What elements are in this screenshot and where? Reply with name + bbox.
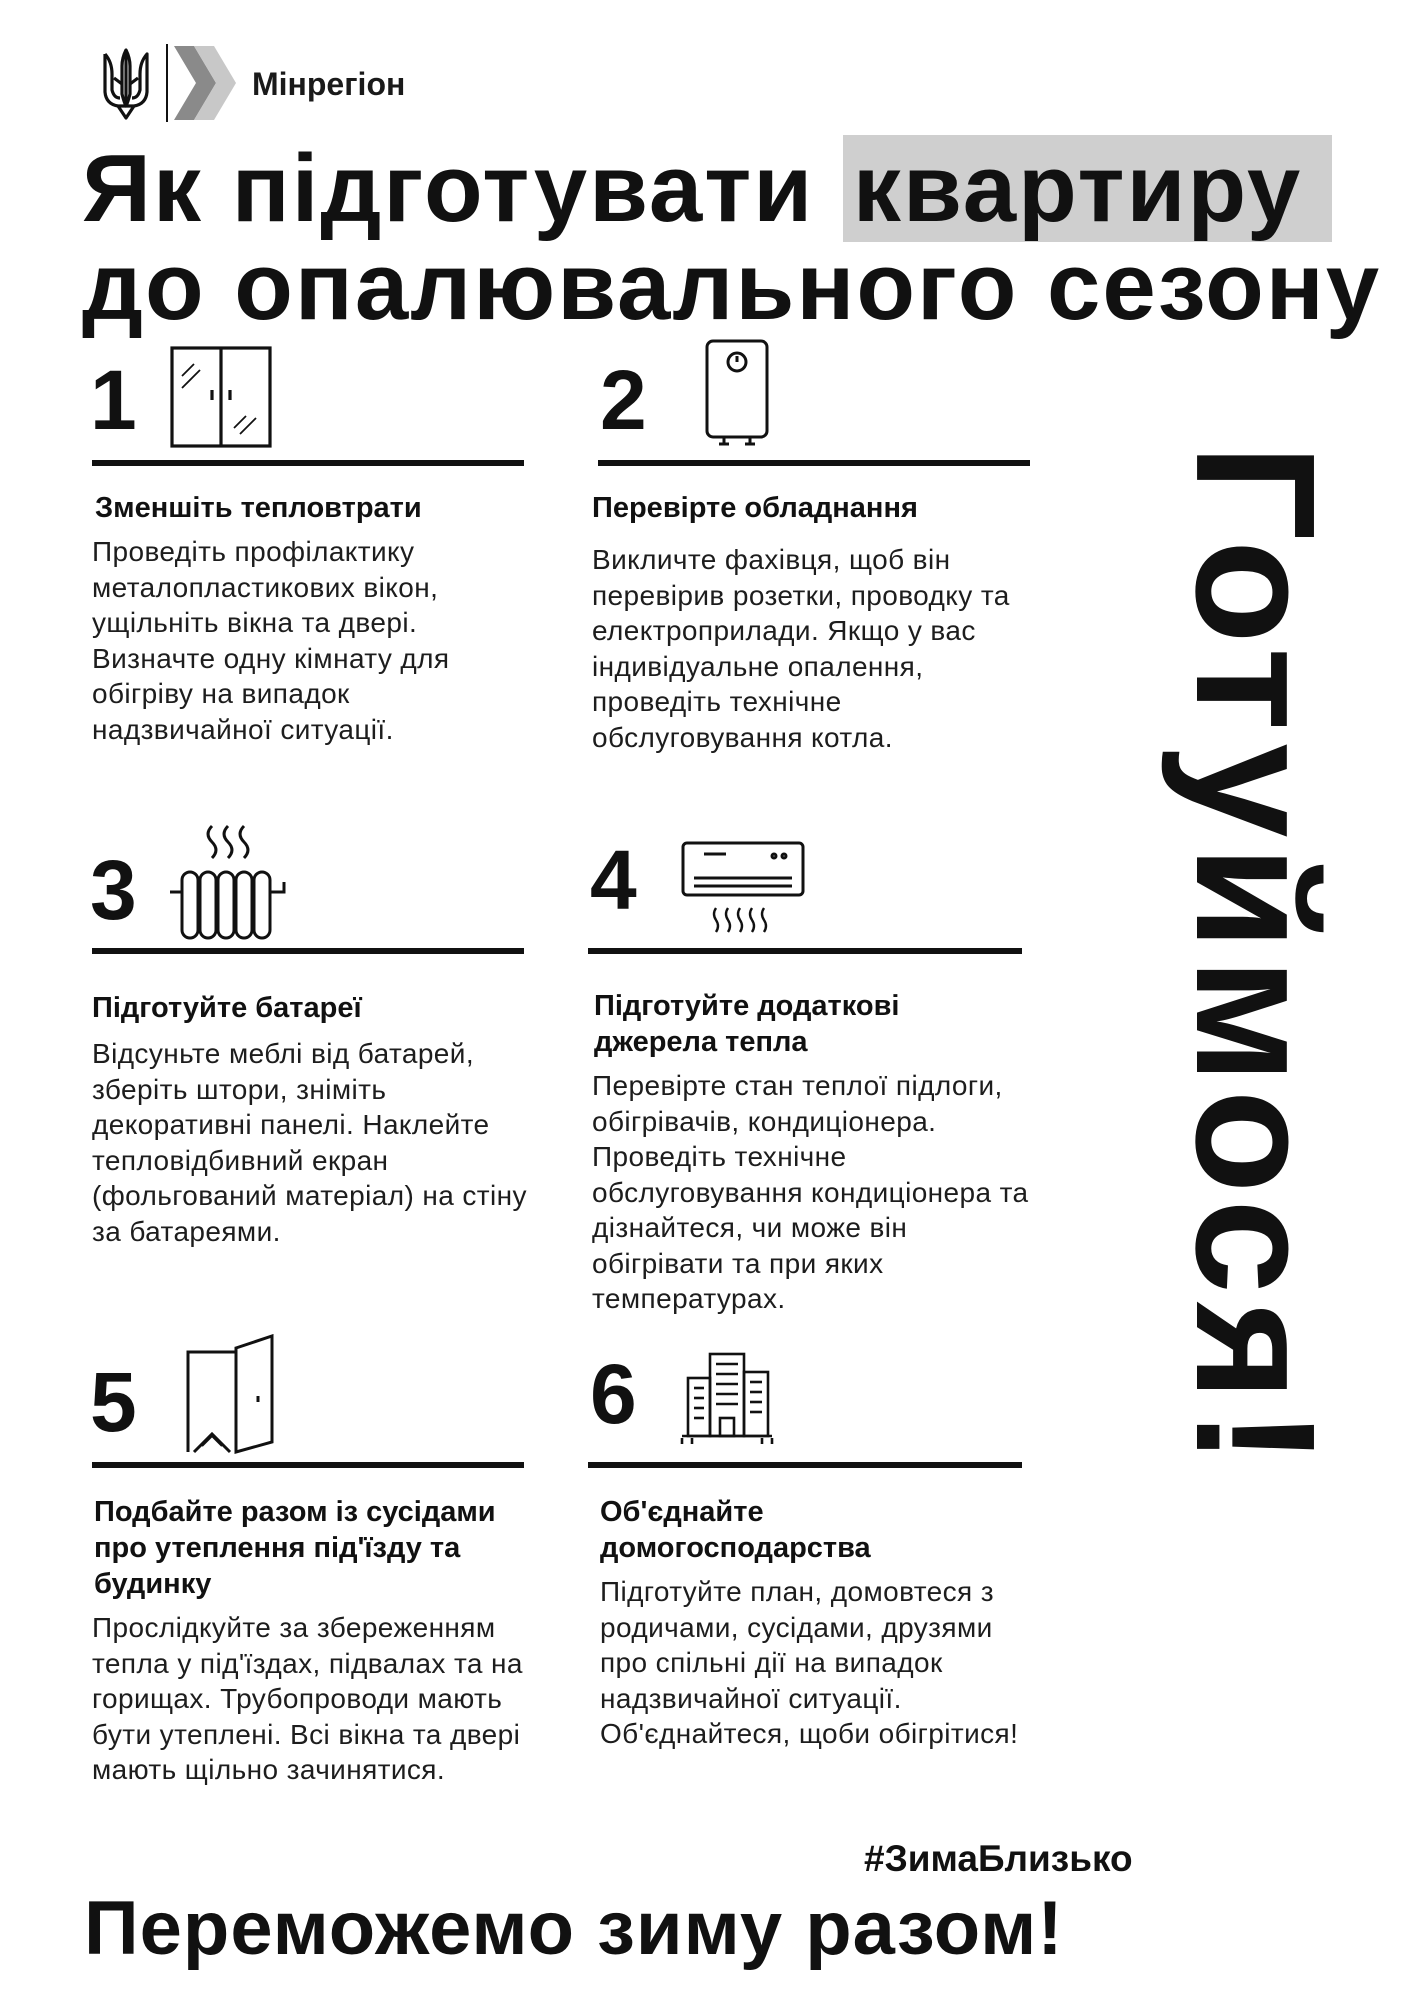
step-number: 4 <box>590 833 637 927</box>
window-icon <box>170 346 272 453</box>
step-text: Проведіть профілактику металопластикових вікон, ущільніть вікна та двері. Визначте одну кімнату для обігріву на випадок надзвичайної ситуації. <box>92 536 450 745</box>
vertical-slogan: Готуймося! <box>1160 444 1350 1474</box>
air-conditioner-icon <box>680 840 806 941</box>
step-text: Викличте фахівця, щоб він перевірив розетки, проводку та електроприлади. Якщо у вас індивідуальне опалення, проведіть технічне обслуговування котла. <box>592 544 1010 753</box>
door-icon <box>184 1334 284 1459</box>
section-rule <box>92 948 524 954</box>
step-title: Підготуйте батареї <box>92 992 362 1024</box>
ministry-name: Мінрегіон <box>252 66 406 102</box>
radiator-icon <box>168 822 298 947</box>
step-title: Перевірте обладнання <box>592 492 918 524</box>
boiler-icon <box>704 338 770 455</box>
logo-divider <box>166 44 168 122</box>
section-rule <box>92 460 524 466</box>
page-title <box>82 135 1402 340</box>
step-text: Підготуйте план, домовтеся з родичами, сусідами, друзями про спільні дії на випадок надзвичайної ситуації. Об'єднайтеся, щоби обігрітися! <box>600 1576 1019 1749</box>
step-number: 1 <box>90 353 137 447</box>
step-title: Об'єднайте домогосподарства <box>600 1496 871 1564</box>
title-line-1-text: Як підготувати <box>82 135 843 242</box>
section-rule <box>598 460 1030 466</box>
title-line-2: до опалювального сезону <box>82 233 1382 340</box>
step-title: Підготуйте додаткові джерела тепла <box>594 990 900 1058</box>
step-number: 2 <box>600 353 647 447</box>
step-text: Перевірте стан теплої підлоги, обігрівачів, кондиціонера. Проведіть технічне обслуговування кондиціонера та дізнайтеся, чи може він обігрівати та при яких температурах. <box>592 1070 1029 1314</box>
buildings-icon <box>680 1350 774 1451</box>
section-rule <box>588 948 1022 954</box>
step-title: Зменшіть тепловтрати <box>95 492 422 524</box>
step-number: 5 <box>90 1355 137 1449</box>
step-number: 3 <box>90 843 137 937</box>
footer-slogan: Переможемо зиму разом! <box>84 1886 1064 1971</box>
step-text: Прослідкуйте за збереженням тепла у під'їздах, підвалах та на горищах. Трубопроводи мають бути утеплені. Всі вікна та двері мають щільно зачинятися. <box>92 1612 523 1785</box>
step-text: Відсуньте меблі від батарей, зберіть штори, зніміть декоративні панелі. Наклейте тепловідбивний екран (фольгований матеріал) на стіну за батареями. <box>92 1038 527 1247</box>
chevron-logo-icon <box>172 44 238 122</box>
hashtag: #ЗимаБлизько <box>864 1838 1133 1879</box>
trident-icon <box>100 44 152 122</box>
section-rule <box>92 1462 524 1468</box>
section-rule <box>588 1462 1022 1468</box>
title-line-1 <box>82 135 1402 242</box>
step-title: Подбайте разом із сусідами про утеплення під'їзду та будинку <box>94 1496 496 1600</box>
step-number: 6 <box>590 1347 637 1441</box>
title-highlight: квартиру <box>843 135 1332 242</box>
